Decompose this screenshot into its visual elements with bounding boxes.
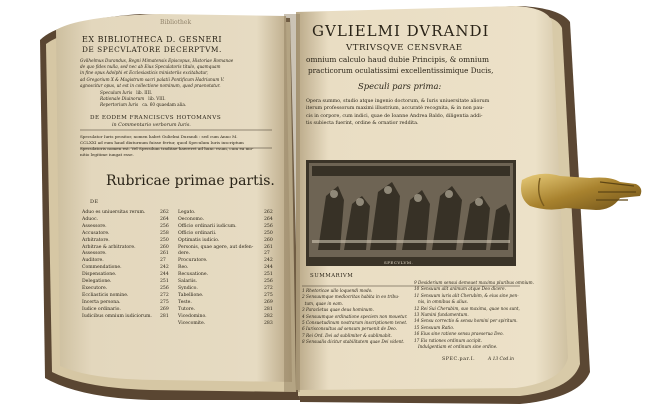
rubric-item: Delegatione. 251 bbox=[82, 279, 169, 285]
rubric-item: Accusatore. 258 bbox=[82, 230, 169, 236]
cite-list bbox=[100, 90, 186, 109]
rubric-item: Syndico. 272 bbox=[178, 285, 273, 291]
summarium-item: 8 Sensualis dicitur stabilitatem quae Dei vident. bbox=[302, 339, 405, 345]
sub-header-2: in Commentario verborum Iuris. bbox=[112, 123, 191, 128]
rubric-item: Assessore. 256 bbox=[82, 223, 169, 229]
intro-line: de quo fides nulla, sed nec ab Eius Speculatoris titulo, quamquam bbox=[80, 64, 221, 70]
left-page-text bbox=[66, 19, 278, 346]
title-line-4: practicorum oculatissimi excellentissimique Ducis, bbox=[308, 66, 494, 75]
rubric-item: Salariis. 256 bbox=[178, 279, 273, 285]
rubric-item: Executore. 256 bbox=[82, 285, 169, 291]
summarium-left bbox=[302, 288, 406, 346]
summarium-item: 3 Paracletus quae deus hominum. bbox=[302, 307, 374, 313]
rubric-item: Eccliasticis nomine. 272 bbox=[82, 292, 169, 298]
summarium-right bbox=[414, 280, 534, 350]
hotoman-line: CCLXXI ad eum haud diuturnum fuisse fertur, quod Speculum Iuris inscriptum bbox=[80, 140, 244, 145]
summarium-item: 16 Eius sine ratione sensu praeserua Deo. bbox=[414, 331, 504, 337]
intro-line: ad Gregorium X & Magistrum sacri palatii Pontificum Hadrianum V. bbox=[80, 76, 225, 82]
rubric-item: Teste. 269 bbox=[178, 299, 273, 305]
rubric-item: Optimatis iudicio. 260 bbox=[178, 237, 273, 243]
rubric-item: Vicedomino. 282 bbox=[178, 313, 273, 319]
section-title: Speculi pars prima: bbox=[358, 81, 442, 91]
rubric-item: Aduoc. 264 bbox=[82, 216, 169, 222]
rubric-item: Tutore. 281 bbox=[178, 306, 273, 312]
summarium-item: 15 Sensuum Ratio. bbox=[414, 324, 455, 330]
rubric-list-right bbox=[178, 210, 276, 327]
rubric-item: Aduo es uniuersitas rerum. 262 bbox=[82, 210, 169, 215]
brass-hand-bookmark bbox=[521, 174, 641, 210]
rubric-item: Personis, quae agere, aut defen- 261 bbox=[178, 244, 273, 250]
summarium-item: tum, quae in eam. bbox=[304, 300, 344, 306]
rubric-item: Legato. 262 bbox=[178, 210, 273, 215]
rubric-item: Arbitrae & arbitratore. 260 bbox=[82, 244, 169, 250]
summarium-item: 5 Consuetudinum nostrarum inscriptionem tenet. bbox=[302, 320, 408, 326]
rubric-item: dere. 27 bbox=[178, 251, 270, 257]
summarium-item: 7 Rei Ord. Dei ad sublimiter & sublimabit. bbox=[302, 332, 392, 338]
summarium-item: 12 Rei Sui Cherubim, suo maxima, quae nos sunt, bbox=[414, 305, 520, 311]
sub-header-1: DE EODEM FRANCISCVS HOTOMANVS bbox=[90, 115, 222, 121]
header-line-2: DE SPECVLATORE DECERPTVM. bbox=[82, 45, 222, 54]
intro-block bbox=[306, 98, 489, 128]
hotoman-line: Speculatoris nomen est. Vel Speculum traditae haereret ad hunc vsum, cum ea mo- bbox=[80, 146, 254, 151]
intro-line: iterum professorum maximi illustrium, accuratè recognita, & in non pau- bbox=[306, 106, 484, 112]
rubric-item: Commendatione. 242 bbox=[82, 265, 169, 271]
woodcut-caption: SPECVLVM. bbox=[384, 260, 414, 265]
intro-block bbox=[80, 58, 233, 89]
right-page-text bbox=[292, 18, 534, 362]
rubric-item: Iudicibus omnium iudiciorum. 281 bbox=[82, 313, 169, 319]
catchword: A 13 Cod.in bbox=[488, 357, 514, 362]
rubric-item: Officio ordinarii iudicum. 256 bbox=[178, 223, 273, 229]
intro-line: Opera summo, studio atque ingenio doctorum, & Iuris uniuersitate aliorum bbox=[306, 99, 490, 104]
cite-row: Speculum Iuris lib. IIII. bbox=[100, 90, 153, 95]
summarium-item: 11 Sensuum iuris alit Cherubim, & eius sine pen- bbox=[414, 292, 519, 298]
rubric-item: Procuratore. 242 bbox=[178, 258, 273, 264]
header-line-1: EX BIBLIOTHECA D. GESNERI bbox=[82, 35, 223, 44]
summarium-item: 4 Sensuumque ordinatione speciem non mouetur. bbox=[302, 313, 408, 319]
summarium-item: 14 Sensu correctio & sensu homini per spiritum. bbox=[414, 318, 518, 324]
summarium-title: SUMMARIVM bbox=[310, 273, 354, 279]
rubric-de: DE bbox=[90, 199, 99, 205]
rubric-item: Vicecomite. 283 bbox=[178, 320, 273, 326]
cite-row: Repertorium Iuris ca. 60 quaedam alia. bbox=[100, 102, 187, 108]
rubric-item: Arbitratore. 250 bbox=[82, 237, 169, 243]
rubric-item: Iudice ordinario. 269 bbox=[82, 306, 169, 312]
title-line-2: VTRIVSQVE CENSVRAE bbox=[346, 43, 463, 53]
intro-line: tis subiecta fuerint, ordine & ornatior reddita. bbox=[306, 121, 419, 127]
summarium-item: 10 Sensuum alit animum atque Deo dicere. bbox=[414, 286, 506, 292]
rubric-item: Assessore. 261 bbox=[82, 251, 169, 257]
cite-row: Rationale Diuinorum lib. VIII. bbox=[100, 96, 166, 102]
rubric-item: Auditore. 27 bbox=[82, 258, 166, 264]
title-line-1: GVLIELMI DVRANDI bbox=[312, 22, 490, 40]
summarium-item: 17 Eis rationes ordinum accipit. bbox=[414, 337, 483, 343]
rubric-item: Reo. 244 bbox=[178, 265, 273, 271]
summarium-item: Indulgentiam et ordinum sine ordine. bbox=[418, 344, 498, 350]
hotoman-block bbox=[80, 134, 253, 158]
intro-line: agnoscitur opus, ut est in collectione nominum, quod praenotatur. bbox=[80, 82, 221, 88]
rubric-item: Dispensatione. 244 bbox=[82, 272, 169, 278]
rubric-list-left bbox=[82, 210, 172, 321]
intro-line: in fine opus Adolphi et Ecclesiasticis ministeriis excitabatur, bbox=[80, 70, 208, 76]
summarium-item: 9 Desiderium sensui demouet maxima pluribus omnium. bbox=[414, 280, 534, 285]
rubric-title: Rubricae primae partis. bbox=[106, 173, 275, 189]
rubric-item: Oeconomo. 264 bbox=[178, 216, 273, 222]
rubric-item: Incerta persona. 275 bbox=[82, 299, 169, 305]
summarium-item: 2 Sensuumque mediocritas habita in eo tribu- bbox=[302, 294, 400, 300]
rubric-item: Officio ordinarii. 250 bbox=[178, 230, 273, 236]
summarium-item: nis, in omnibus & alius. bbox=[418, 299, 469, 305]
rubric-item: Tabellione. 275 bbox=[178, 292, 273, 298]
summarium-item: 13 Numini fundamentum. bbox=[414, 312, 469, 318]
hotoman-line: nitio legitime iungat esse. bbox=[80, 152, 134, 157]
ownership-stamp: Bibliothek bbox=[160, 19, 192, 26]
summarium-item: 1 Rhetoricae ullo loquendi modo. bbox=[302, 288, 373, 293]
title-line-3: omnium calculo haud dubie Principis, & omnium bbox=[306, 55, 489, 64]
hotoman-line: Speculator Iuris prositor, nomen habet Gulielmi Durandi : sed cum Anno M. bbox=[80, 134, 238, 139]
intro-line: cis in corpore, cum indici, quae de Ioanne Andrea Baldo, diligentia addi- bbox=[306, 113, 483, 119]
footer-signature: SPEC.par.I. bbox=[442, 357, 476, 362]
rubric-item: Recusatione. 251 bbox=[178, 272, 273, 278]
summarium-item: 6 Iurisconsultus ad sensum peruenit de Deo. bbox=[302, 326, 397, 332]
intro-line: Gvilhelmus Durandus, Regni Mimatensis Episcopus, Historiae Romanae bbox=[80, 58, 234, 63]
